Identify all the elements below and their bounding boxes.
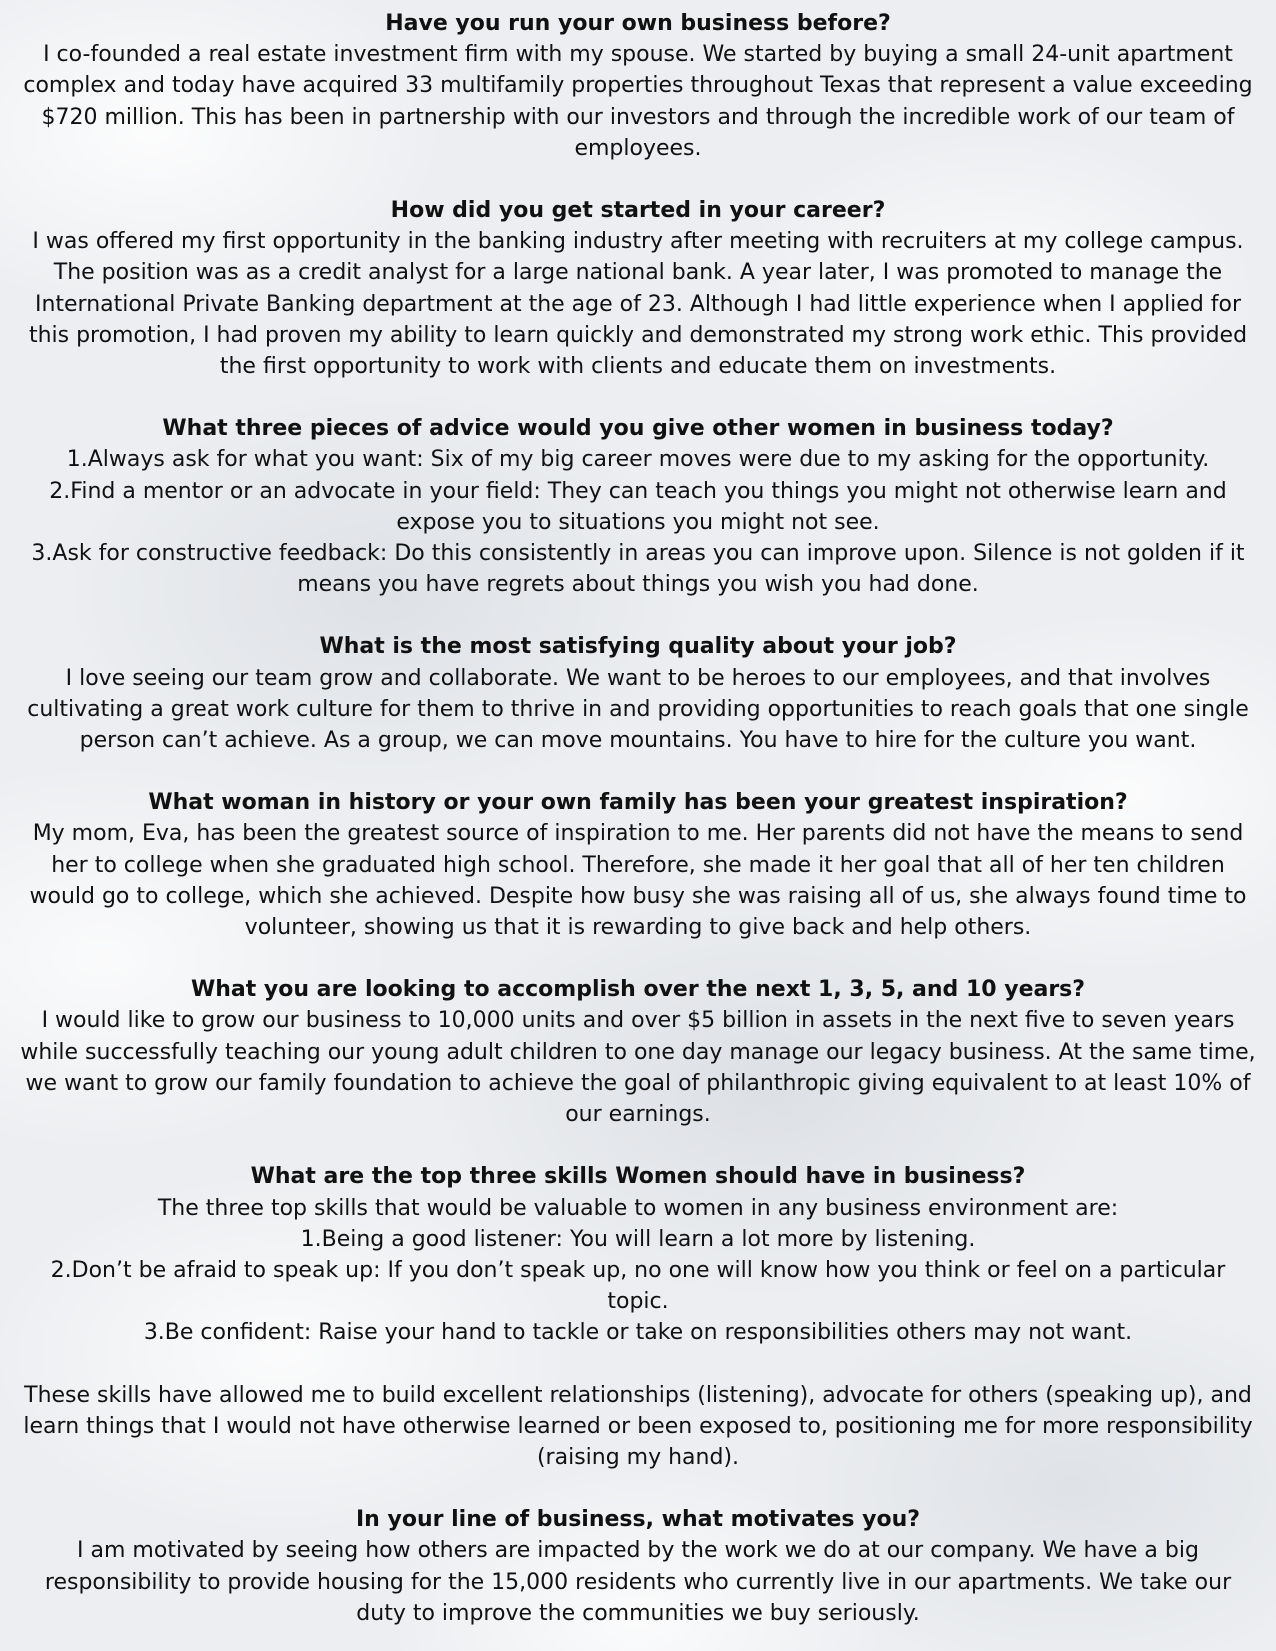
question-heading: What woman in history or your own family has been your greatest inspiration?	[148, 790, 1128, 816]
answer-line: duty to improve the communities we buy seriously.	[356, 1600, 920, 1626]
paragraph-line: (raising my hand).	[536, 1444, 740, 1470]
question-heading: What three pieces of advice would you give other women in business today?	[162, 416, 1114, 442]
answer-line: person can’t achieve. As a group, we can move mountains. You have to hire for the culture you want.	[79, 728, 1197, 754]
answer-line: I am motivated by seeing how others are impacted by the work we do at our company. We have a big	[77, 1538, 1199, 1564]
answer-line: means you have regrets about things you wish you had done.	[297, 572, 979, 598]
answer-line: My mom, Eva, has been the greatest source of inspiration to me. Her parents did not have the means to send	[32, 821, 1244, 847]
answer-line: The position was as a credit analyst for a large national bank. A year later, I was promoted to manage the	[53, 260, 1223, 286]
answer-line: 1.Always ask for what you want: Six of my big career moves were due to my asking for the opportunity.	[66, 447, 1210, 473]
answer-line: the first opportunity to work with clients and educate them on investments.	[219, 354, 1057, 380]
skills-summary-paragraph	[6, 1380, 1270, 1474]
answer-line: responsibility to provide housing for the 15,000 residents who currently live in our apartments. We take our	[44, 1569, 1232, 1595]
answer-line: this promotion, I had proven my ability to learn quickly and demonstrated my strong work ethic. This provided	[28, 322, 1248, 348]
answer-line: topic.	[607, 1289, 669, 1315]
answer-line: The three top skills that would be valuable to women in any business environment are:	[157, 1195, 1119, 1221]
answer-line: I love seeing our team grow and collaborate. We want to be heroes to our employees, and that involves	[65, 665, 1211, 691]
paragraph-line: learn things that I would not have otherwise learned or been exposed to, positioning me for more responsibility	[23, 1413, 1253, 1439]
qa-section-goals	[6, 974, 1270, 1130]
paragraph-line: These skills have allowed me to build excellent relationships (listening), advocate for others (speaking up), and	[24, 1382, 1252, 1408]
answer-line: I co-founded a real estate investment firm with my spouse. We started by buying a small 24-unit apartment	[43, 42, 1233, 68]
answer-line: would go to college, which she achieved. Despite how busy she was raising all of us, she always found time to	[29, 883, 1247, 909]
question-heading: What are the top three skills Women should have in business?	[250, 1164, 1026, 1190]
answer-line: 1.Being a good listener: You will learn a lot more by listening.	[300, 1226, 976, 1252]
answer-line: her to college when she graduated high school. Therefore, she made it her goal that all of her ten children	[51, 852, 1225, 878]
answer-line: 3.Be confident: Raise your hand to tackle or take on responsibilities others may not want.	[143, 1320, 1133, 1346]
answer-line: expose you to situations you might not see.	[396, 509, 880, 535]
qa-section-motivation	[6, 1504, 1270, 1629]
answer-line: employees.	[574, 135, 702, 161]
answer-line: I was offered my first opportunity in the banking industry after meeting with recruiters at my college campus.	[32, 229, 1244, 255]
answer-line: we want to grow our family foundation to achieve the goal of philanthropic giving equivalent to at least 10% of	[25, 1070, 1251, 1096]
answer-line: 3.Ask for constructive feedback: Do this consistently in areas you can improve upon. Silence is not golden if it	[31, 541, 1245, 567]
answer-line: complex and today have acquired 33 multifamily properties throughout Texas that represent a value exceeding	[23, 73, 1253, 99]
qa-section-top-skills	[6, 1161, 1270, 1348]
qa-section-advice	[6, 413, 1270, 600]
question-heading: What is the most satisfying quality about your job?	[319, 634, 957, 660]
answer-line: volunteer, showing us that it is rewarding to give back and help others.	[244, 915, 1032, 941]
answer-line: I would like to grow our business to 10,000 units and over $5 billion in assets in the next five to seven years	[41, 1008, 1235, 1034]
answer-line: while successfully teaching our young adult children to one day manage our legacy business. At the same time,	[20, 1039, 1256, 1065]
question-heading: In your line of business, what motivates you?	[356, 1507, 920, 1533]
answer-line: $720 million. This has been in partnership with our investors and through the incredible work of our team of	[41, 104, 1235, 130]
question-heading: What you are looking to accomplish over the next 1, 3, 5, and 10 years?	[190, 977, 1086, 1003]
answer-line: 2.Find a mentor or an advocate in your field: They can teach you things you might not otherwise learn and	[49, 478, 1227, 504]
answer-line: our earnings.	[565, 1102, 711, 1128]
answer-line: International Private Banking department at the age of 23. Although I had little experience when I applied for	[34, 291, 1242, 317]
qa-section-inspiration	[6, 787, 1270, 943]
qa-section-business-before	[6, 8, 1270, 164]
question-heading: Have you run your own business before?	[385, 11, 891, 36]
qa-section-career-start	[6, 195, 1270, 382]
qa-section-satisfying-quality	[6, 631, 1270, 756]
question-heading: How did you get started in your career?	[390, 198, 886, 224]
answer-line: cultivating a great work culture for them to thrive in and providing opportunities to reach goals that one single	[27, 696, 1249, 722]
answer-line: 2.Don’t be afraid to speak up: If you don’t speak up, no one will know how you think or feel on a particular	[50, 1257, 1226, 1283]
